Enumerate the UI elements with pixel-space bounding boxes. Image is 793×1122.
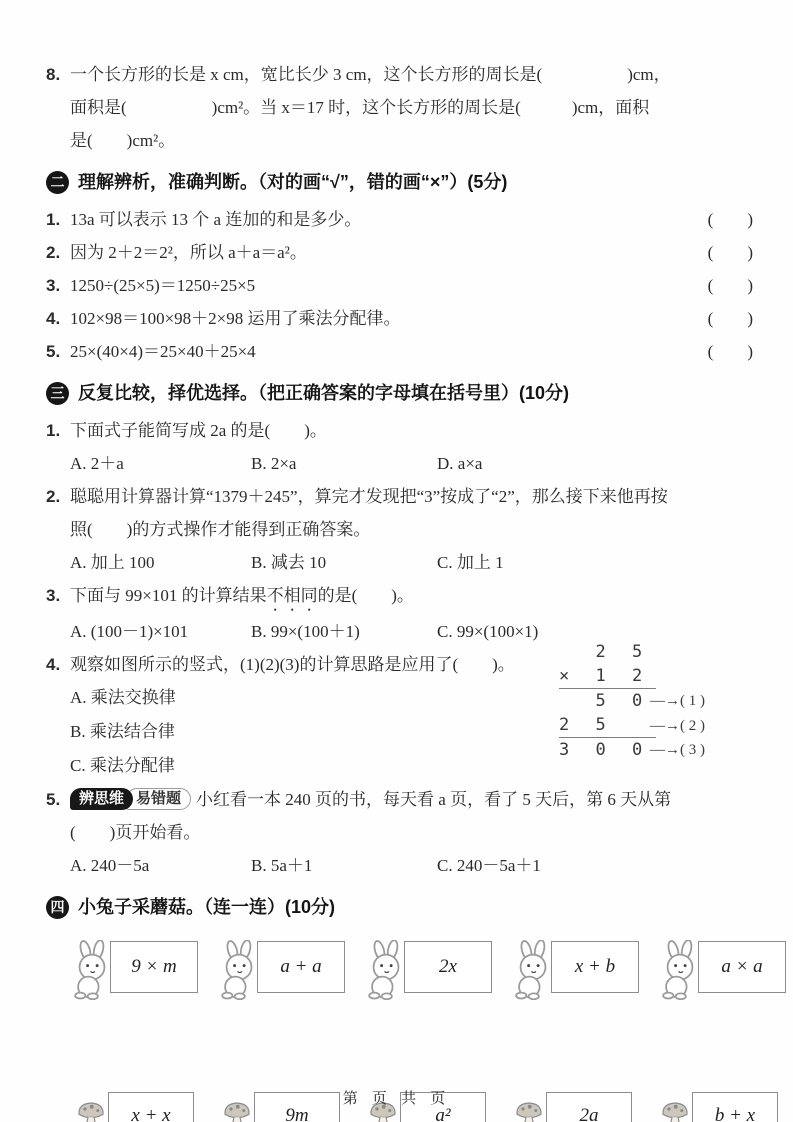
expression-box: 9 × m [110, 941, 198, 993]
item-text: 1250÷(25×5)＝1250÷25×5 [70, 276, 256, 295]
expression-box: 2x [404, 941, 492, 993]
judge-item-3 [46, 269, 753, 302]
question-number: 4. [46, 655, 61, 674]
option-c: C. 240－5a＋1 [437, 856, 541, 875]
item-number: 2. [46, 243, 61, 262]
judge-item-2-text [46, 236, 307, 269]
vm-multiplicand-row [559, 640, 747, 664]
question-text: 聪聪用计算器计算“1379＋245”，算完才发现把“3”按成了“2”，那么接下来他再按 [70, 487, 668, 506]
emphasized-text: 不相同 [266, 586, 318, 605]
rabbit-icon [511, 940, 555, 1000]
section-2-header [46, 167, 753, 197]
question-text: 观察如图所示的竖式，(1)(2)(3)的计算思路是应用了( )。 [70, 655, 515, 674]
answer-bracket: ( ) [707, 276, 753, 295]
item-number: 1. [46, 210, 61, 229]
vm-step-label: —→( 2 ) [650, 718, 705, 734]
rabbit-card-4 [511, 940, 658, 994]
vm-digits: × 1 2 [559, 664, 656, 689]
rabbit-icon [364, 940, 408, 1000]
option-a: A. 乘法交换律 [70, 688, 176, 707]
option-b: B. 减去 10 [251, 553, 327, 572]
vm-partial-2-row [559, 713, 747, 738]
vm-step-label: —→( 1 ) [650, 693, 705, 709]
judge-item-4 [46, 302, 753, 335]
option-b: B. 5a＋1 [251, 856, 313, 875]
vm-digits: 2 5 [559, 713, 656, 738]
item-number: 5. [46, 342, 61, 361]
choice-question-5 [46, 783, 753, 849]
question-number: 3. [46, 586, 61, 605]
rabbit-card-3 [364, 940, 511, 994]
rabbit-card-2 [217, 940, 364, 994]
question-text: 下面与 99×101 的计算结果 [70, 586, 267, 605]
question-text: 一个长方形的长是 x cm，宽比长少 3 cm，这个长方形的周长是( )cm， [70, 65, 671, 84]
judge-item-3-text [46, 269, 255, 302]
rabbit-icon [658, 940, 702, 1000]
choice-q2-options [46, 546, 753, 579]
rabbit-icon [217, 940, 261, 1000]
vm-digits: 2 5 [559, 642, 651, 662]
vertical-multiplication [559, 640, 747, 762]
choice-q1-text [46, 414, 753, 447]
expression-box: a + a [257, 941, 345, 993]
answer-bracket: ( ) [707, 309, 753, 328]
rabbit-row [46, 940, 763, 994]
option-b: B. 乘法结合律 [70, 722, 175, 741]
judge-item-1 [46, 203, 753, 236]
question-8-line-2: 面积是( )cm²。当 x＝17 时，这个长方形的周长是( )cm，面积 [70, 98, 650, 117]
choice-q5-line-1 [46, 783, 753, 816]
expression-box: b + x [692, 1092, 778, 1122]
judge-item-4-text [46, 302, 401, 335]
section-3-title: 反复比较，择优选择。（把正确答案的字母填在括号里）(10分) [78, 383, 570, 403]
question-number: 5. [46, 790, 61, 809]
judge-item-2 [46, 236, 753, 269]
question-8-line-1 [46, 58, 753, 91]
vm-result-row [559, 738, 747, 762]
item-text: 25×(40×4)＝25×40＋25×4 [70, 342, 256, 361]
choice-q1-options [46, 447, 753, 480]
item-number: 3. [46, 276, 61, 295]
question-text: 的是( )。 [317, 586, 414, 605]
section-3-header [46, 378, 753, 408]
choice-question-3 [46, 579, 753, 615]
question-8 [46, 58, 753, 157]
choice-question-1 [46, 414, 753, 447]
expression-box: x + b [551, 941, 639, 993]
item-text: 102×98＝100×98＋2×98 运用了乘法分配律。 [70, 309, 401, 328]
vm-multiplier-row [559, 664, 747, 689]
section-4-title: 小兔子采蘑菇。（连一连）(10分) [78, 897, 336, 917]
expression-box: 2a [546, 1092, 632, 1122]
expression-box: a × a [698, 941, 786, 993]
question-text: 下面式子能简写成 2a 的是( )。 [70, 421, 327, 440]
answer-bracket: ( ) [707, 243, 753, 262]
option-a: A. 加上 100 [70, 553, 155, 572]
question-8-line-3: 是( )cm²。 [70, 131, 176, 150]
section-3-badge: 三 [46, 382, 69, 405]
rabbit-card-1 [70, 940, 217, 994]
section-4-badge: 四 [46, 896, 69, 919]
expression-box: x + x [108, 1092, 194, 1122]
rabbit-card-5 [658, 940, 793, 994]
rabbit-icon [70, 940, 114, 1000]
choice-q2-line-1 [46, 480, 753, 513]
option-a: A. 240－5a [70, 856, 150, 875]
choice-q5-options [46, 849, 753, 882]
question-number: 2. [46, 487, 61, 506]
thinking-badge: 辨思维 [70, 788, 133, 810]
choice-q2-line-2: 照( )的方式操作才能得到正确答案。 [70, 520, 371, 539]
vm-partial-1-row [559, 689, 747, 713]
choice-q3-text [46, 579, 753, 615]
option-b: B. 99×(100＋1) [251, 622, 360, 641]
question-text: 小红看一本 240 页的书，每天看 a 页，看了 5 天后，第 6 天从第 [196, 790, 672, 809]
option-d: D. a×a [437, 454, 483, 473]
option-c: C. 99×(100×1) [437, 622, 539, 641]
answer-bracket: ( ) [707, 342, 753, 361]
page-footer: 第 页 共 页 [342, 1090, 451, 1107]
question-number: 1. [46, 421, 61, 440]
vm-digits: 5 0 [559, 691, 651, 711]
option-b: B. 2×a [251, 454, 297, 473]
vm-step-label: —→( 3 ) [650, 742, 705, 758]
error-prone-badge: 易错题 [126, 788, 191, 810]
judge-item-1-text [46, 203, 361, 236]
expression-box: a² [400, 1092, 486, 1122]
section-2-title: 理解辨析，准确判断。（对的画“√”，错的画“×”）(5分) [78, 172, 508, 192]
choice-question-2 [46, 480, 753, 546]
item-number: 4. [46, 309, 61, 328]
option-c: C. 乘法分配律 [70, 756, 175, 775]
section-4-header [46, 892, 753, 922]
question-number: 8. [46, 65, 61, 84]
answer-bracket: ( ) [707, 210, 753, 229]
judge-item-5-text [46, 335, 256, 368]
vm-digits: 3 0 0 [559, 740, 651, 760]
item-text: 因为 2＋2＝2²，所以 a＋a＝a²。 [70, 243, 307, 262]
choice-question-4 [46, 642, 753, 783]
choice-q5-line-2: ( )页开始看。 [70, 823, 201, 842]
option-a: A. (100－1)×101 [70, 622, 189, 641]
option-a: A. 2＋a [70, 454, 124, 473]
item-text: 13a 可以表示 13 个 a 连加的和是多少。 [70, 210, 362, 229]
judge-item-5 [46, 335, 753, 368]
section-2-badge: 二 [46, 171, 69, 194]
option-c: C. 加上 1 [437, 553, 504, 572]
expression-box: 9m [254, 1092, 340, 1122]
